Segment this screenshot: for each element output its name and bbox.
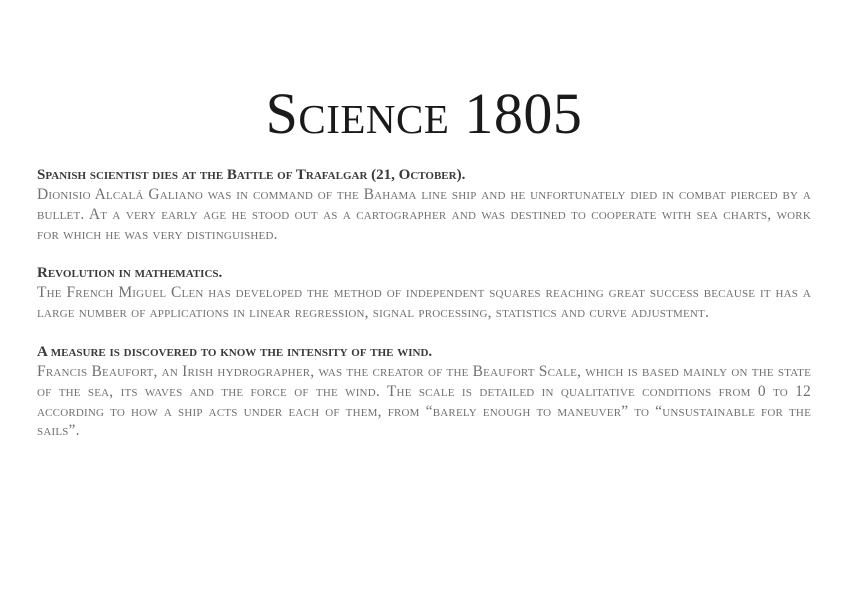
article-mathematics [37, 264, 811, 323]
article-headline: A measure is discovered to know the intensity of the wind. [37, 343, 433, 360]
article-headline: Spanish scientist dies at the Battle of Trafalgar (21, October). [37, 167, 466, 183]
article-body: The French Miguel Clen has developed the method of independent squares reaching great success because it has a large number of applications in linear regression, signal processing, statistics and curve adjustment. [37, 284, 811, 322]
article-body: Francis Beaufort, an Irish hydrographer, was the creator of the Beaufort Scale, which is based mainly on the state of the sea, its waves and the force of the wind. The scale is detailed in qualitative conditions from 0 to 12 according to how a ship acts under each of them, from “barely enough to maneuver” to “unsustainable for the sails”. [37, 362, 811, 440]
page-title: Science 1805 [265, 81, 583, 146]
article-trafalgar [37, 166, 811, 244]
article-wind-scale [37, 343, 811, 441]
articles-column [37, 166, 811, 461]
article-body: Dionisio Alcalá Galiano was in command of the Bahama line ship and he unfortunately died in combat pierced by a bullet. At a very early age he stood out as a cartographer and was destined to cooperate with sea charts, work for which he was very distinguished. [37, 186, 811, 243]
article-headline: Revolution in mathematics. [37, 265, 223, 282]
